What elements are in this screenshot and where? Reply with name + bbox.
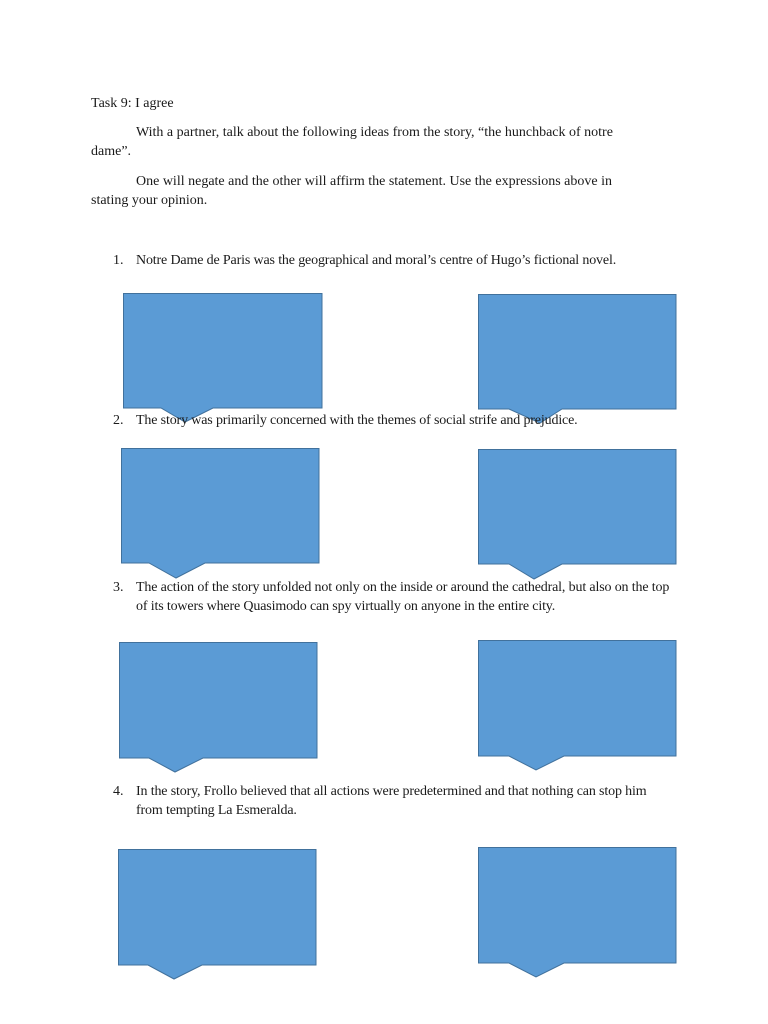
instruction-line-1: One will negate and the other will affirm the statement. Use the expressions above in [136, 174, 612, 189]
instruction-line-2: stating your opinion. [91, 193, 208, 208]
response-box-4-left[interactable] [118, 849, 318, 981]
response-box-3-left[interactable] [119, 642, 319, 774]
task-title: Task 9: I agree [91, 96, 174, 111]
statement-2-text: The story was primarily concerned with the themes of social strife and prejudice. [136, 413, 578, 428]
response-box-3-right[interactable] [478, 640, 678, 772]
statement-2-number: 2. [113, 413, 124, 428]
response-box-2-left[interactable] [121, 448, 321, 580]
intro-line-2: dame”. [91, 144, 132, 159]
statement-4-number: 4. [113, 784, 124, 799]
statement-1-text: Notre Dame de Paris was the geographical and moral’s centre of Hugo’s fictional novel. [136, 253, 617, 268]
statement-1-number: 1. [113, 253, 124, 268]
statement-3-number: 3. [113, 580, 124, 595]
response-box-1-right[interactable] [478, 294, 678, 424]
statement-3-text-line-2: of its towers where Quasimodo can spy virtually on anyone in the entire city. [136, 599, 556, 614]
statement-4-text-line-1: In the story, Frollo believed that all actions were predetermined and that nothing can stop him [136, 784, 647, 799]
response-box-4-right[interactable] [478, 847, 678, 979]
response-box-1-left[interactable] [123, 293, 323, 423]
intro-line-1: With a partner, talk about the following ideas from the story, “the hunchback of notre [136, 125, 613, 140]
statement-3-text-line-1: The action of the story unfolded not only on the inside or around the cathedral, but also on the top [136, 580, 670, 595]
statement-4-text-line-2: from tempting La Esmeralda. [136, 803, 297, 818]
response-box-2-right[interactable] [478, 449, 678, 581]
